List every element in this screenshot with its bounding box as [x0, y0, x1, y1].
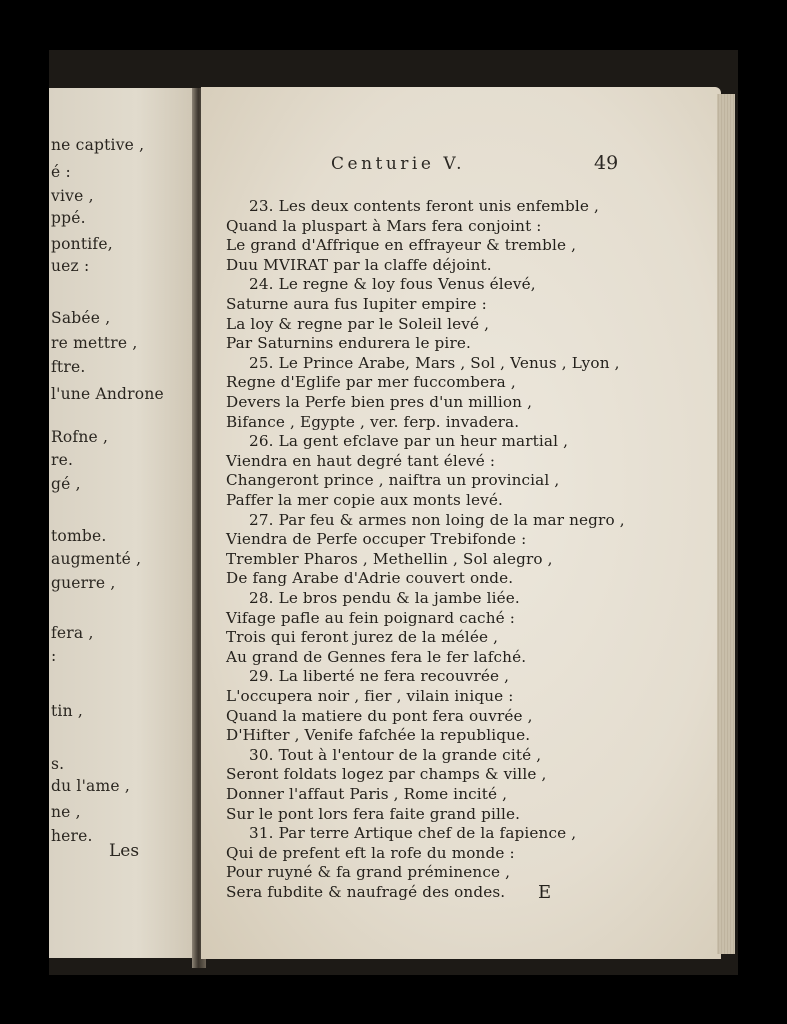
verse-line: Quand la pluspart à Mars fera conjoint : [226, 216, 542, 235]
right-page [201, 87, 721, 959]
verse-line: 23. Les deux contents feront unis enfemble , [249, 197, 599, 215]
left-page-line: du l'ame , [51, 777, 131, 795]
verse-line: Regne d'Eglife par mer fuccombera , [226, 373, 516, 392]
left-page-line: é : [51, 163, 71, 181]
verse-line: 24. Le regne & loy fous Venus élevé, [249, 275, 536, 294]
verse-line: Trois qui feront jurez de la mélée , [226, 628, 499, 647]
book-scan [49, 50, 738, 975]
verse-line: Saturne aura fus Iupiter empire : [226, 295, 487, 313]
left-page-line: guerre , [51, 574, 116, 592]
page-title: Centurie V. [331, 154, 466, 174]
verse-line: 30. Tout à l'entour de la grande cité , [249, 745, 542, 764]
verse-line: D'Hifter , Venife fafchée la republique. [226, 726, 531, 745]
left-page-line: ftre. [51, 358, 86, 376]
left-page-line: ppé. [51, 209, 86, 227]
verse-line: 25. Le Prince Arabe, Mars , Sol , Venus , Lyon , [249, 353, 620, 372]
verse-line: Vifage pafle au fein poignard caché : [226, 608, 516, 627]
verse-line: Au grand de Gennes fera le fer lafché. [226, 647, 527, 666]
verse-line: Viendra de Perfe occuper Trebifonde : [226, 530, 527, 549]
left-page-line: ne captive , [51, 136, 145, 154]
left-page-line: fera , [51, 624, 94, 642]
left-page-line: uez : [51, 257, 90, 275]
page-number: 49 [594, 152, 619, 174]
verse-line: 28. Le bros pendu & la jambe liée. [249, 589, 520, 607]
left-page [49, 88, 195, 958]
left-page-line: ne , [51, 803, 81, 821]
verse-line: Par Saturnins endurera le pire. [226, 334, 471, 353]
left-page-line: s. [51, 755, 65, 773]
left-page-line: pontife, [51, 235, 113, 253]
verse-line: Le grand d'Affrique en effrayeur & tremble , [226, 236, 577, 255]
verse-line: Bifance , Egypte , ver. ferp. invadera. [226, 412, 520, 431]
left-page-line: tombe. [51, 527, 107, 545]
left-page-line: gé , [51, 475, 81, 493]
verse-line: La loy & regne par le Soleil levé , [226, 314, 490, 333]
verse-line: L'occupera noir , fier , vilain inique : [226, 687, 514, 705]
left-page-catchword: Les [109, 841, 140, 861]
verse-line: Paffer la mer copie aux monts levé. [226, 491, 503, 509]
verse-line: Devers la Perfe bien pres d'un million , [226, 393, 533, 411]
verse-line: Sur le pont lors fera faite grand pille. [226, 804, 521, 823]
verse-line: 29. La liberté ne fera recouvrée , [249, 667, 510, 686]
left-page-line: re. [51, 451, 74, 469]
verse-line: Viendra en haut degré tant élevé : [226, 451, 496, 470]
verse-line: Sera fubdite & naufragé des ondes. [226, 883, 506, 901]
verse-line: Pour ruyné & fa grand préminence , [226, 863, 511, 882]
left-page-line: Sabée , [51, 309, 111, 327]
left-page-line: vive , [51, 187, 94, 205]
left-page-line: l'une Androne [51, 385, 164, 403]
verse-line: 26. La gent efclave par un heur martial , [249, 432, 569, 451]
left-page-line: tin , [51, 702, 84, 720]
verse-line: Qui de prefent eft la rofe du monde : [226, 843, 515, 862]
verse-line: Changeront prince , naiftra un provincial , [226, 471, 560, 490]
verse-line: Donner l'affaut Paris , Rome incité , [226, 785, 508, 803]
verse-line: Trembler Pharos , Methellin , Sol alegro , [226, 549, 553, 568]
verse-line: Quand la matiere du pont fera ouvrée , [226, 706, 533, 725]
left-page-line: augmenté , [51, 550, 142, 568]
left-page-line: : [51, 647, 57, 665]
verse-line: De fang Arabe d'Adrie couvert onde. [226, 569, 514, 588]
catchword: E [538, 882, 552, 903]
verse-line: 27. Par feu & armes non loing de la mar negro , [249, 510, 625, 529]
left-page-line: here. [51, 827, 93, 845]
verse-line: Seront foldats logez par champs & ville , [226, 765, 547, 784]
verse-line: 31. Par terre Artique chef de la fapience , [249, 824, 577, 843]
verse-line: Duu MVIRAT par la claffe déjoint. [226, 255, 492, 274]
left-page-line: re mettre , [51, 334, 138, 352]
page-edges [717, 94, 735, 954]
left-page-line: Rofne , [51, 428, 109, 446]
